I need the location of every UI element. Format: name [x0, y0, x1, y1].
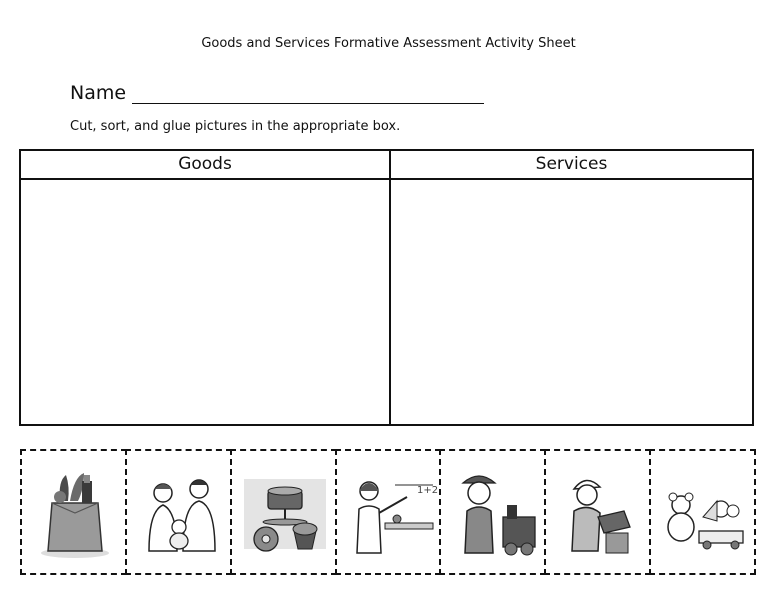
- sort-table: [19, 149, 754, 426]
- cutout-card-toys[interactable]: [649, 449, 756, 575]
- train-conductor-icon: [449, 461, 539, 561]
- cutout-strip: [20, 449, 756, 575]
- name-line[interactable]: [132, 87, 484, 104]
- page-title: Goods and Services Formative Assessment Activity Sheet: [201, 36, 576, 51]
- grocery-bag-icon: [30, 461, 120, 561]
- goods-header: Goods: [21, 151, 389, 180]
- cutout-card-baked-goods[interactable]: [230, 449, 337, 575]
- construction-worker-icon: [554, 461, 644, 561]
- services-header: Services: [391, 151, 752, 180]
- cutout-card-teacher[interactable]: [335, 449, 442, 575]
- instructions: Cut, sort, and glue pictures in the appropriate box.: [70, 119, 401, 134]
- name-label: Name: [70, 82, 127, 104]
- cutout-card-train-conductor[interactable]: [439, 449, 546, 575]
- services-column: [391, 151, 752, 424]
- cutout-card-doctor[interactable]: [125, 449, 232, 575]
- toys-icon: [659, 461, 749, 561]
- goods-drop-area[interactable]: [21, 180, 389, 424]
- doctor-icon: [135, 461, 225, 561]
- goods-column: [21, 151, 391, 424]
- teacher-icon: [345, 461, 438, 561]
- cutout-card-construction-worker[interactable]: [544, 449, 651, 575]
- svg-text:1+2: 1+2: [416, 485, 438, 496]
- services-drop-area[interactable]: [391, 180, 752, 424]
- baked-goods-icon: [240, 461, 330, 561]
- name-row: [70, 82, 484, 104]
- cutout-card-grocery-bag[interactable]: [20, 449, 127, 575]
